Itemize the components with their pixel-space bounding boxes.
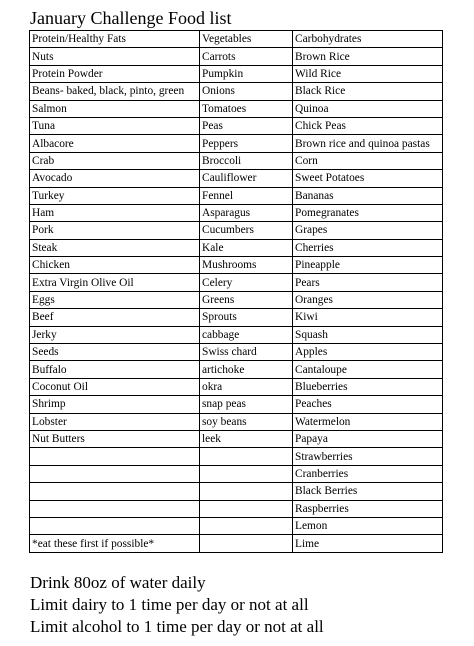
protein-fats-cell: Beans- baked, black, pinto, green	[30, 83, 200, 100]
table-row	[30, 535, 443, 552]
vegetables-cell: Carrots	[200, 48, 293, 65]
carbohydrates-cell: Quinoa	[293, 100, 443, 117]
carbohydrates-cell: Pears	[293, 274, 443, 291]
vegetables-cell: Cucumbers	[200, 222, 293, 239]
vegetables-cell: Asparagus	[200, 204, 293, 221]
table-row	[30, 378, 443, 395]
protein-fats-cell: Tuna	[30, 117, 200, 134]
protein-fats-cell	[30, 465, 200, 482]
vegetables-cell: Peppers	[200, 135, 293, 152]
vegetables-cell: Kale	[200, 239, 293, 256]
carbohydrates-cell: Lemon	[293, 517, 443, 534]
table-row	[30, 117, 443, 134]
vegetables-cell: Sprouts	[200, 309, 293, 326]
vegetables-cell: cabbage	[200, 326, 293, 343]
protein-fats-cell: Turkey	[30, 187, 200, 204]
carbohydrates-cell: Pomegranates	[293, 204, 443, 221]
protein-fats-cell: Protein Powder	[30, 65, 200, 82]
protein-fats-cell: Crab	[30, 152, 200, 169]
table-row	[30, 65, 443, 82]
carbohydrates-cell: Watermelon	[293, 413, 443, 430]
column-header: Protein/Healthy Fats	[30, 31, 200, 48]
vegetables-cell: Pumpkin	[200, 65, 293, 82]
carbohydrates-cell: Black Berries	[293, 483, 443, 500]
carbohydrates-cell: Lime	[293, 535, 443, 552]
carbohydrates-cell: Cantaloupe	[293, 361, 443, 378]
table-row	[30, 361, 443, 378]
table-row	[30, 465, 443, 482]
protein-fats-cell: Salmon	[30, 100, 200, 117]
table-row	[30, 187, 443, 204]
carbohydrates-cell: Grapes	[293, 222, 443, 239]
carbohydrates-cell: Papaya	[293, 430, 443, 447]
table-row	[30, 413, 443, 430]
column-header: Vegetables	[200, 31, 293, 48]
carbohydrates-cell: Peaches	[293, 396, 443, 413]
vegetables-cell	[200, 517, 293, 534]
vegetables-cell: leek	[200, 430, 293, 447]
protein-fats-cell: Pork	[30, 222, 200, 239]
protein-fats-cell: *eat these first if possible*	[30, 535, 200, 552]
table-row	[30, 483, 443, 500]
vegetables-cell	[200, 448, 293, 465]
column-header: Carbohydrates	[293, 31, 443, 48]
vegetables-cell: Swiss chard	[200, 344, 293, 361]
table-row	[30, 274, 443, 291]
protein-fats-cell: Eggs	[30, 291, 200, 308]
table-row	[30, 344, 443, 361]
vegetables-cell: Peas	[200, 117, 293, 134]
protein-fats-cell: Extra Virgin Olive Oil	[30, 274, 200, 291]
table-row	[30, 448, 443, 465]
protein-fats-cell	[30, 517, 200, 534]
protein-fats-cell: Lobster	[30, 413, 200, 430]
guideline-water: Drink 80oz of water daily	[30, 573, 206, 592]
guideline-alcohol: Limit alcohol to 1 time per day or not at all	[30, 617, 324, 636]
table-row	[30, 309, 443, 326]
protein-fats-cell: Shrimp	[30, 396, 200, 413]
carbohydrates-cell: Apples	[293, 344, 443, 361]
table-row	[30, 222, 443, 239]
protein-fats-cell: Albacore	[30, 135, 200, 152]
table-row	[30, 326, 443, 343]
table-row	[30, 396, 443, 413]
vegetables-cell: Mushrooms	[200, 257, 293, 274]
protein-fats-cell: Avocado	[30, 170, 200, 187]
table-row	[30, 83, 443, 100]
carbohydrates-cell: Corn	[293, 152, 443, 169]
protein-fats-cell: Nuts	[30, 48, 200, 65]
table-row	[30, 430, 443, 447]
table-header-row	[30, 31, 443, 48]
table-row	[30, 100, 443, 117]
carbohydrates-cell: Black Rice	[293, 83, 443, 100]
table-row	[30, 239, 443, 256]
vegetables-cell: Celery	[200, 274, 293, 291]
vegetables-cell: Greens	[200, 291, 293, 308]
table-row	[30, 48, 443, 65]
carbohydrates-cell: Brown rice and quinoa pastas	[293, 135, 443, 152]
vegetables-cell: Onions	[200, 83, 293, 100]
protein-fats-cell: Coconut Oil	[30, 378, 200, 395]
vegetables-cell: Tomatoes	[200, 100, 293, 117]
protein-fats-cell: Nut Butters	[30, 430, 200, 447]
carbohydrates-cell: Pineapple	[293, 257, 443, 274]
carbohydrates-cell: Strawberries	[293, 448, 443, 465]
protein-fats-cell: Beef	[30, 309, 200, 326]
vegetables-cell: okra	[200, 378, 293, 395]
carbohydrates-cell: Kiwi	[293, 309, 443, 326]
table-row	[30, 291, 443, 308]
table-row	[30, 257, 443, 274]
protein-fats-cell: Steak	[30, 239, 200, 256]
food-list-body	[30, 31, 443, 553]
protein-fats-cell: Jerky	[30, 326, 200, 343]
table-row	[30, 500, 443, 517]
carbohydrates-cell: Blueberries	[293, 378, 443, 395]
carbohydrates-cell: Cranberries	[293, 465, 443, 482]
carbohydrates-cell: Squash	[293, 326, 443, 343]
document-title: January Challenge Food list	[30, 8, 232, 28]
vegetables-cell	[200, 483, 293, 500]
protein-fats-cell	[30, 483, 200, 500]
vegetables-cell: soy beans	[200, 413, 293, 430]
vegetables-cell	[200, 465, 293, 482]
table-row	[30, 170, 443, 187]
table-row	[30, 152, 443, 169]
carbohydrates-cell: Cherries	[293, 239, 443, 256]
carbohydrates-cell: Oranges	[293, 291, 443, 308]
carbohydrates-cell: Bananas	[293, 187, 443, 204]
protein-fats-cell: Chicken	[30, 257, 200, 274]
vegetables-cell	[200, 500, 293, 517]
carbohydrates-cell: Chick Peas	[293, 117, 443, 134]
protein-fats-cell: Seeds	[30, 344, 200, 361]
carbohydrates-cell: Brown Rice	[293, 48, 443, 65]
vegetables-cell: Cauliflower	[200, 170, 293, 187]
guideline-dairy: Limit dairy to 1 time per day or not at all	[30, 595, 309, 614]
table-row	[30, 135, 443, 152]
protein-fats-cell	[30, 500, 200, 517]
vegetables-cell: Fennel	[200, 187, 293, 204]
food-list-table	[29, 30, 443, 553]
carbohydrates-cell: Wild Rice	[293, 65, 443, 82]
table-row	[30, 517, 443, 534]
vegetables-cell: Broccoli	[200, 152, 293, 169]
protein-fats-cell: Buffalo	[30, 361, 200, 378]
carbohydrates-cell: Raspberries	[293, 500, 443, 517]
protein-fats-cell	[30, 448, 200, 465]
protein-fats-cell: Ham	[30, 204, 200, 221]
carbohydrates-cell: Sweet Potatoes	[293, 170, 443, 187]
guidelines	[30, 572, 324, 638]
vegetables-cell	[200, 535, 293, 552]
table-row	[30, 204, 443, 221]
vegetables-cell: snap peas	[200, 396, 293, 413]
vegetables-cell: artichoke	[200, 361, 293, 378]
